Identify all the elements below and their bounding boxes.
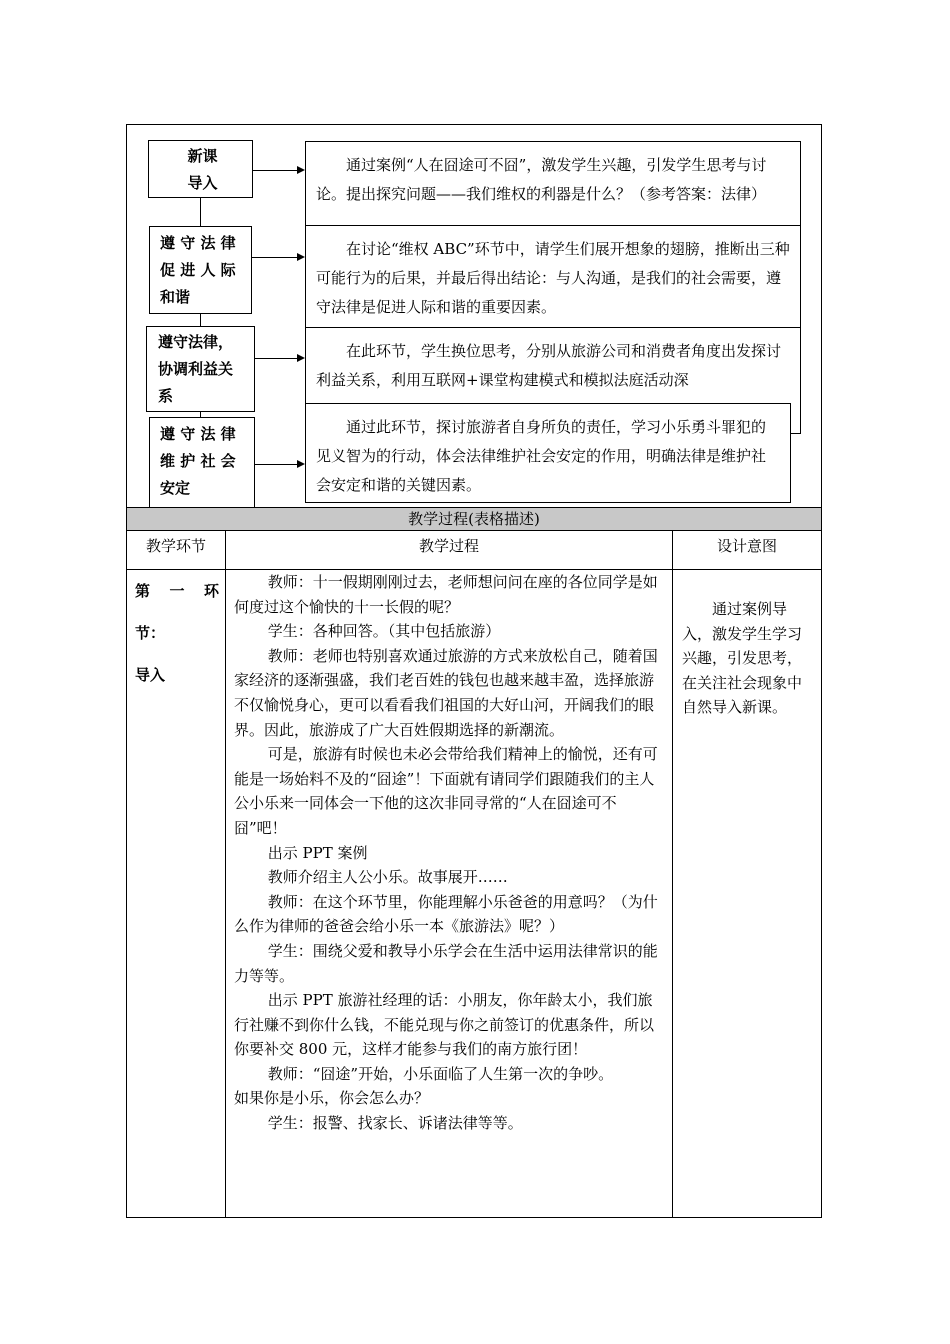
stage-label-line: 遵 守 法 律	[160, 234, 236, 252]
design-intent: 通过案例导入，激发学生学习兴趣，引发思考，在关注社会现象中自然导入新课。	[682, 600, 803, 717]
header-process: 教学过程	[418, 537, 479, 555]
process-paragraph: 教师：老师也特别喜欢通过旅游的方式来放松自己，随着国家经济的逐渐强盛，我们老百姓的钱包也越来越丰盈，选择旅游不仅愉悦身心，更可以看看我们祖国的大好山河，开阔我们的眼界。因此，旅游成了广大百姓假期选择的新潮流。	[234, 646, 658, 739]
section-title-line-1: 第 一 环	[135, 582, 219, 600]
stage-label-line: 和谐	[160, 288, 191, 306]
column-divider-1	[225, 530, 226, 1218]
process-paragraph: 学生：各种回答。（其中包括旅游）	[267, 622, 501, 641]
process-paragraph: 学生：围绕父爱和教导小乐学会在生活中运用法律常识的能力等等。	[234, 941, 658, 985]
stage-label-line: 遵 守 法 律	[160, 425, 236, 443]
process-content	[234, 570, 658, 1136]
process-paragraph: 学生：报警、找家长、诉诸法律等等。	[267, 1114, 523, 1133]
flow-stage-4	[149, 417, 255, 509]
flow-description-4: 通过此环节，探讨旅游者自身所负的责任，学习小乐勇斗罪犯的见义智为的行动，体会法律维护社会安定的作用，明确法律是维护社会安定和谐的关键因素。	[305, 403, 791, 503]
stage-label-line: 协调利益关	[158, 360, 234, 378]
flow-description-3: 在此环节，学生换位思考，分别从旅游公司和消费者角度出发探讨利益关系，利用互联网+课堂构建模式和模拟法庭活动深	[305, 327, 801, 434]
flow-stage-3	[146, 326, 255, 412]
stage-label-line: 新课	[187, 147, 218, 165]
process-paragraph: 教师：“囧途”开始，小乐面临了人生第一次的争吵。	[267, 1064, 614, 1083]
stage-label-line: 维 护 社 会	[160, 452, 236, 470]
flow-stage-2	[149, 226, 252, 314]
flow-arrow-1	[253, 170, 303, 171]
process-paragraph: 出示 PPT 案例	[267, 843, 368, 862]
process-paragraph: 教师介绍主人公小乐。故事展开……	[267, 868, 508, 887]
flow-stage-1	[148, 140, 253, 198]
flow-description-1: 通过案例“人在囧途可不囧”，激发学生兴趣，引发学生思考与讨论。提出探究问题——我们维权的利器是什么？（参考答案：法律）	[305, 141, 801, 236]
process-paragraph: 可是，旅游有时候也未必会带给我们精神上的愉悦，还有可能是一场始料不及的“囧途”！下面就有请同学们跟随我们的主人公小乐来一同体会一下他的这次非同寻常的“人在囧途可不囧”吧！	[234, 745, 658, 837]
process-paragraph: 教师：在这个环节里，你能理解小乐爸爸的用意吗？（为什么作为律师的爸爸会给小乐一本《旅游法》呢？）	[234, 892, 658, 936]
section-title-line-2: 节：	[135, 624, 166, 642]
table-caption: 教学过程(表格描述)	[127, 507, 821, 531]
flow-arrow-2	[252, 257, 303, 258]
header-intent: 设计意图	[716, 537, 777, 555]
process-paragraph: 出示 PPT 旅游社经理的话：小朋友，你年龄太小，我们旅行社赚不到你什么钱，不能兑现与你之前签订的优惠条件，所以你要补交 800 元，这样才能参与我们的南方旅行团！	[234, 991, 655, 1059]
flow-arrow-3	[255, 358, 303, 359]
flow-arrow-4	[255, 464, 303, 465]
stage-label-line: 导入	[187, 174, 218, 192]
stage-label-line: 促 进 人 际	[160, 261, 236, 279]
process-paragraph: 如果你是小乐，你会怎么办？	[234, 1089, 430, 1108]
flow-description-2: 在讨论“维权 ABC”环节中，请学生们展开想象的翅膀，推断出三种可能行为的后果，并最后得出结论：与人沟通，是我们的社会需要，遵守法律是促进人际和谐的重要因素。	[305, 225, 801, 328]
header-stage: 教学环节	[145, 537, 206, 555]
column-divider-2	[672, 530, 673, 1218]
stage-label-line: 遵守法律，	[158, 333, 234, 351]
section-title	[135, 570, 219, 696]
process-paragraph: 教师：十一假期刚刚过去，老师想问问在座的各位同学是如何度过这个愉快的十一长假的呢？	[234, 573, 658, 616]
stage-label-line: 安定	[160, 479, 191, 497]
section-title-line-3: 导入	[135, 666, 166, 684]
stage-label-line: 系	[158, 387, 174, 405]
